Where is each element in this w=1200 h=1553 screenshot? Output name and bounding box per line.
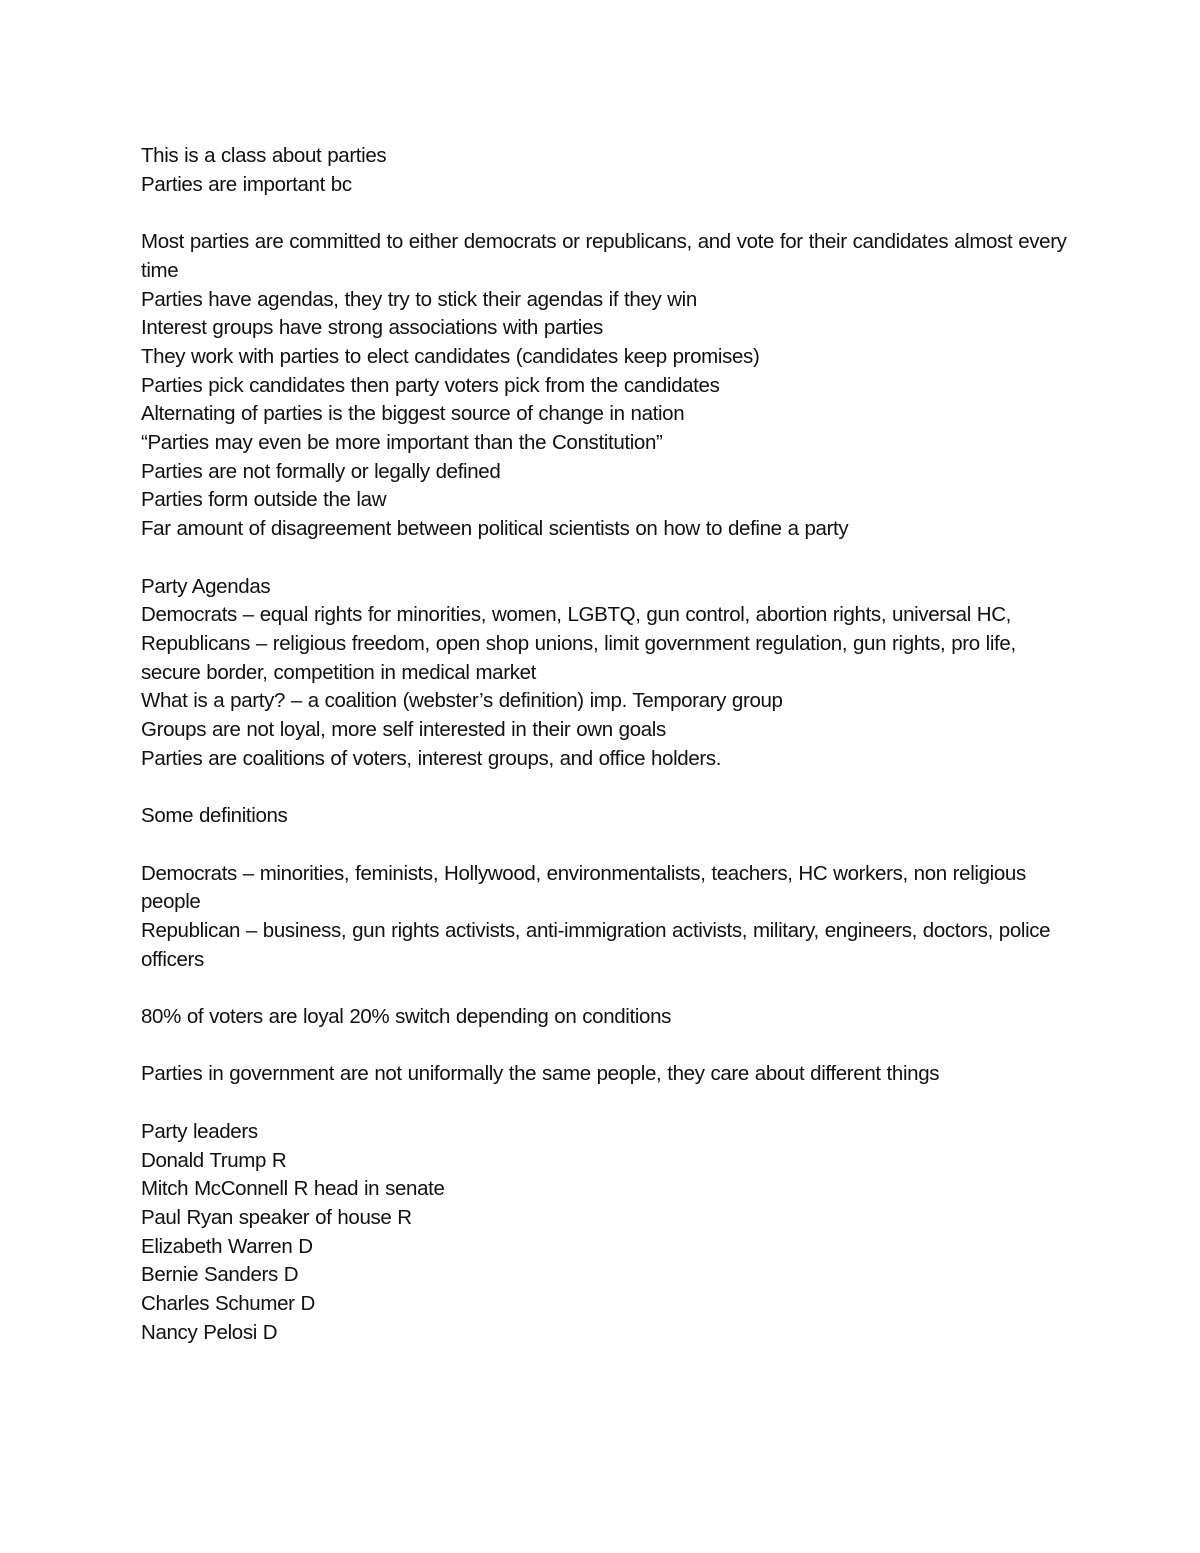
text-line: “Parties may even be more important than the Constitution” (141, 431, 663, 455)
text-line: Republicans – religious freedom, open shop unions, limit government regulation, gun rights, pro life, secure border, competition in medical market (141, 631, 1016, 684)
blank-line (141, 1089, 1081, 1118)
text-line: Groups are not loyal, more self interested in their own goals (141, 718, 666, 742)
list-item: Charles Schumer D (141, 1292, 315, 1316)
list-item: Nancy Pelosi D (141, 1320, 278, 1344)
document-body (141, 142, 1081, 1347)
text-line: Parties pick candidates then party voters pick from the candidates (141, 373, 720, 397)
blank-line (141, 974, 1081, 1003)
text-line: Democrats – equal rights for minorities, women, LGBTQ, gun control, abortion rights, universal HC, (141, 603, 1012, 627)
list-item: Donald Trump R (141, 1148, 287, 1172)
text-line: They work with parties to elect candidates (candidates keep promises) (141, 344, 760, 368)
text-line: Parties in government are not uniformally the same people, they care about different things (141, 1062, 940, 1086)
text-line: Parties have agendas, they try to stick their agendas if they win (141, 287, 697, 311)
section-heading: Some definitions (141, 804, 288, 828)
section-heading: Party leaders (141, 1119, 258, 1143)
text-line: Far amount of disagreement between political scientists on how to define a party (141, 517, 849, 541)
section-heading: Party Agendas (141, 574, 271, 598)
text-line: Democrats – minorities, feminists, Hollywood, environmentalists, teachers, HC workers, non religious people (141, 861, 1026, 914)
list-item: Paul Ryan speaker of house R (141, 1205, 412, 1229)
text-line: Parties form outside the law (141, 488, 387, 512)
blank-line (141, 1032, 1081, 1061)
blank-line (141, 773, 1081, 802)
text-line: 80% of voters are loyal 20% switch depending on conditions (141, 1005, 672, 1029)
list-item: Elizabeth Warren D (141, 1234, 313, 1258)
text-line: Interest groups have strong associations with parties (141, 316, 603, 340)
list-item: Mitch McConnell R head in senate (141, 1177, 445, 1201)
text-line: Most parties are committed to either democrats or republicans, and vote for their candidates almost every time (141, 230, 1067, 282)
text-line: What is a party? – a coalition (webster’s definition) imp. Temporary group (141, 689, 783, 713)
text-line: Parties are not formally or legally defined (141, 459, 501, 483)
text-line: Alternating of parties is the biggest source of change in nation (141, 402, 685, 426)
text-line: Parties are coalitions of voters, interest groups, and office holders. (141, 746, 722, 770)
blank-line (141, 544, 1081, 573)
text-line: This is a class about parties (141, 144, 387, 167)
blank-line (141, 199, 1081, 228)
text-line: Parties are important bc (141, 172, 352, 196)
blank-line (141, 831, 1081, 860)
list-item: Bernie Sanders D (141, 1263, 299, 1287)
text-line: Republican – business, gun rights activists, anti-immigration activists, military, engineers, doctors, police officers (141, 918, 1051, 971)
